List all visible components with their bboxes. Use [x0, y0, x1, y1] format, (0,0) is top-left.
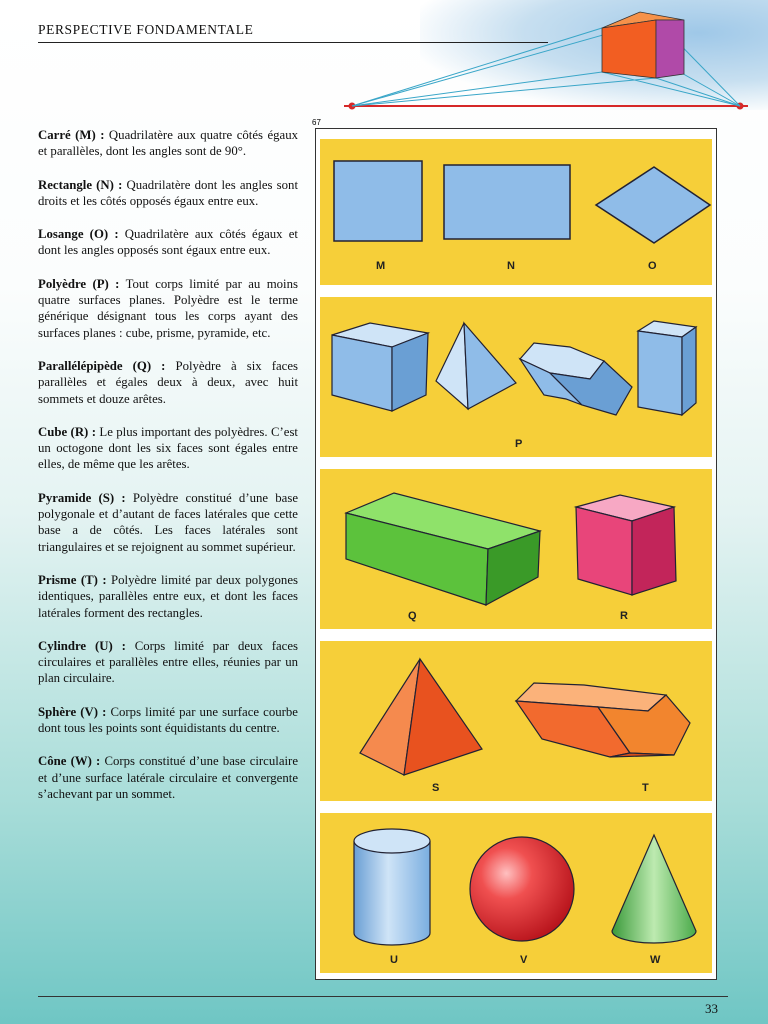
label-v: V: [520, 954, 528, 966]
cylinder-shape: [354, 829, 430, 945]
band-polyhedra: [320, 297, 712, 457]
figure-number: 67: [312, 118, 321, 127]
label-t: T: [642, 782, 649, 794]
label-s: S: [432, 782, 440, 794]
definition-text: Polyèdre à six faces parallèles et égales deux à deux, avec huit sommets et douze arêtes.: [38, 358, 298, 406]
perspective-cube: [602, 12, 684, 78]
label-m: M: [376, 260, 386, 272]
definition-text: Quadrilatère aux quatre côtés égaux et parallèles, dont les angles sont de 90°.: [38, 128, 298, 159]
definition-text: Corps constitué d’une base circulaire et d’une surface latérale circulaire et convergente s’achevant par un sommet.: [38, 754, 298, 801]
definitions-list: [38, 127, 298, 819]
definition-text: Quadrilatère dont les angles sont droits et les côtés opposés égaux entre eux.: [38, 177, 299, 208]
label-o: O: [648, 260, 657, 272]
definition-losange: [38, 226, 298, 259]
sphere-shape: [470, 837, 574, 941]
cone-shape: [612, 835, 696, 943]
cube-shape: [576, 495, 676, 595]
band-pyramid-prism: [320, 641, 712, 801]
band-parallelepipeds: [320, 469, 712, 629]
label-n: N: [507, 260, 515, 272]
page-header-title: PERSPECTIVE FONDAMENTALE: [38, 22, 254, 37]
definition-text: Polyèdre limité par deux polygones identiques, parallèles entre eux, et dont les faces latérales forment des rectangles.: [38, 572, 298, 620]
term: Pyramide (S) :: [38, 490, 126, 505]
label-u: U: [390, 954, 398, 966]
band-quadrilaterals: [320, 139, 712, 285]
definition-text: Corps limité par deux faces circulaires et parallèles entre elles, réunies par un plan circulaire.: [38, 638, 299, 686]
box-polyhedron: [638, 321, 696, 415]
definition-polyedre: [38, 276, 298, 341]
term: Parallélépipède (Q) :: [38, 358, 166, 373]
label-p: P: [515, 438, 523, 450]
term: Rectangle (N) :: [38, 177, 123, 192]
parallelepiped-shape: [346, 493, 540, 605]
pyramid-polyhedron: [436, 323, 516, 409]
rhombus-shape: [596, 167, 710, 243]
term: Cube (R) :: [38, 424, 96, 439]
definition-carre: [38, 127, 298, 160]
pyramid-shape: [360, 659, 482, 775]
label-w: W: [650, 954, 661, 966]
shapes-figure-panel: [315, 128, 717, 980]
term: Polyèdre (P) :: [38, 276, 120, 291]
definition-text: Polyèdre constitué d’une base polygonale et d’autant de faces latérales que cette base a de côtés. Les faces latérales sont triangulaires et se rejoignent au sommet supérieur.: [38, 490, 298, 554]
term: Cône (W) :: [38, 754, 101, 769]
label-q: Q: [408, 610, 417, 622]
definition-parallelepipede: [38, 358, 298, 407]
term: Prisme (T) :: [38, 572, 107, 587]
term: Losange (O) :: [38, 227, 119, 242]
definition-pyramide: [38, 490, 298, 555]
rectangle-shape: [444, 165, 570, 239]
term: Cylindre (U) :: [38, 638, 126, 653]
definition-sphere: [38, 704, 298, 737]
hexagonal-prism-shape: [516, 683, 690, 757]
cube-polyhedron: [332, 323, 428, 411]
prism-polyhedron: [520, 343, 632, 415]
square-shape: [334, 161, 422, 241]
page-number: 33: [705, 1001, 718, 1016]
definition-text: Quadrilatère aux côtés égaux et dont les angles opposés sont égaux entre eux.: [38, 227, 298, 258]
definition-prisme: [38, 572, 298, 621]
definition-cylindre: [38, 638, 298, 687]
definition-text: Tout corps limité par au moins quatre surfaces planes. Polyèdre est le terme générique désignant tous les corps ayant des surfaces planes : cube, prisme, pyramide, etc.: [38, 276, 298, 340]
band-round-solids: [320, 813, 712, 973]
term: Carré (M) :: [38, 128, 105, 142]
label-r: R: [620, 610, 628, 622]
perspective-cube-illustration: [300, 0, 768, 118]
definition-cube: [38, 424, 298, 473]
definition-text: Le plus important des polyèdres. C’est un octogone dont les six faces sont égales entre elles, de même que les arêtes.: [38, 424, 298, 472]
definition-rectangle: [38, 177, 298, 210]
definition-text: Corps limité par une surface courbe dont tous les points sont équidistants du centre.: [38, 704, 298, 736]
definition-cone: [38, 753, 298, 802]
term: Sphère (V) :: [38, 704, 107, 719]
footer-rule: [38, 996, 728, 997]
